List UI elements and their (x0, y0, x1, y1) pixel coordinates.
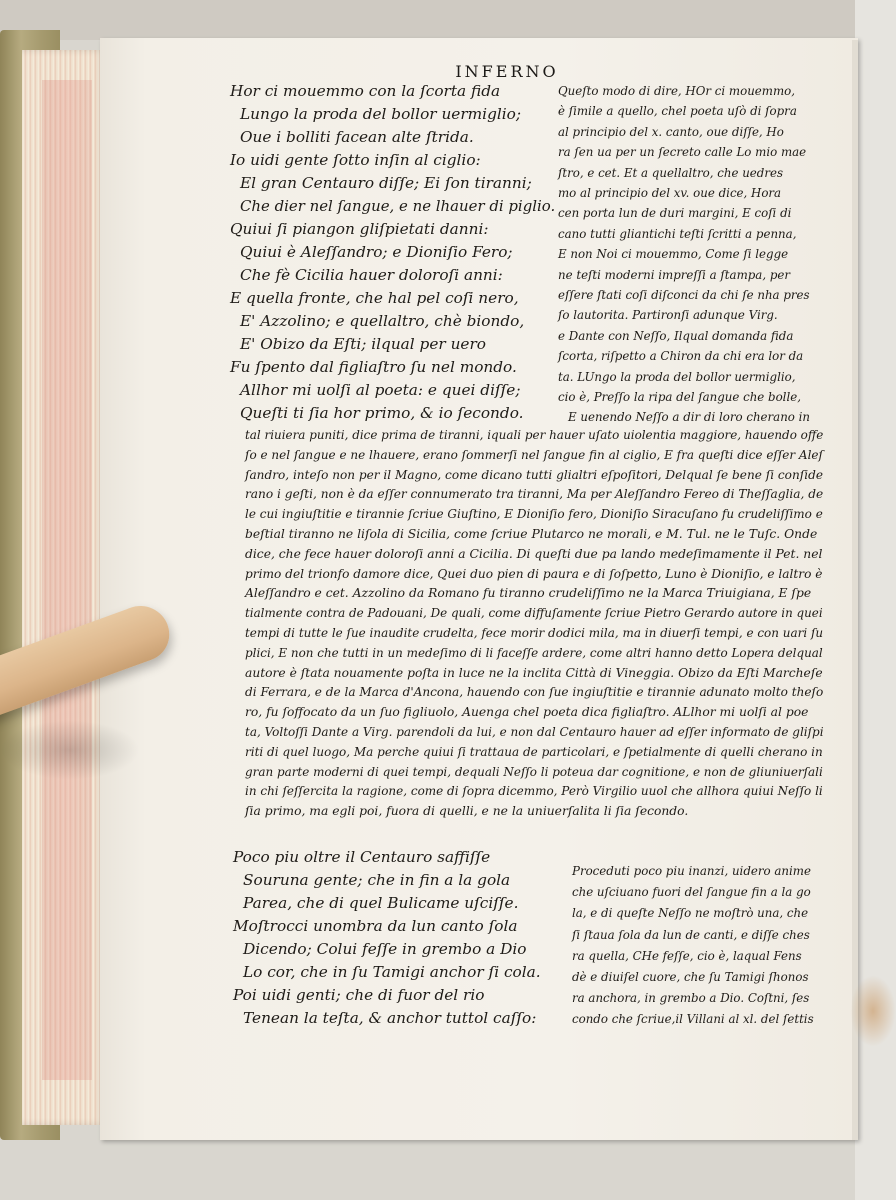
running-head: INFERNO (455, 62, 559, 81)
verse-line: Fu ſpento dal figliaſtro ſu nel mondo. (230, 358, 517, 376)
verse-line: Hor ci mouemmo con la ſcorta fida (230, 82, 501, 100)
commentary-line: cen porta lun de duri margini, E coſi di (558, 206, 792, 221)
verse-line: Quiui ſi piangon gliſpietati danni: (230, 220, 489, 238)
verse-line: E' Azzolino; e quellaltro, chè biondo, (240, 312, 525, 330)
page-stain (850, 975, 896, 1047)
commentary-line: cio è, Preſſo la ripa del ſangue che bolle, (558, 390, 801, 404)
commentary-line: eſſere ſtati coſi diſconci da chi ſe nha pres (558, 288, 810, 302)
verse-line: Poi uidi genti; che di fuor del rio (233, 986, 485, 1004)
commentary-line: ſo lautorita. Partironſi adunque Virg. (558, 308, 778, 323)
commentary-line: che uſciuano fuori del ſangue fin a la go (572, 885, 811, 900)
commentary-line: ta. LUngo la proda del bollor uermiglio, (558, 369, 796, 384)
commentary-line: ta, Voltoſſi Dante a Virg. parendoli da lui, e non dal Centauro hauer ad eſſer informato de gliſpi (245, 725, 824, 739)
commentary-line: plici, E non che tutti in un medeſimo di li faceſſe ardere, come altri hanno detto Lopera delqual (245, 645, 823, 660)
commentary-line: cano tutti gliantichi teſti ſcritti a penna, (558, 226, 797, 241)
verse-line: Queſti ti ſia hor primo, & io ſecondo. (240, 404, 524, 422)
commentary-line: E non Noi ci mouemmo, Come ſi legge (558, 247, 789, 262)
commentary-line: di Ferrara, e de la Marca d'Ancona, hauendo con ſue ingiuſtitie e tirannie adunato molto theſo (245, 685, 824, 700)
commentary-line: Aleſſandro e cet. Azzolino da Romano fu tiranno crudeliſſimo ne la Marca Triuigiana, E ſpe (245, 586, 812, 601)
commentary-line: Proceduti poco piu inanzi, uidero anime (572, 864, 811, 878)
verse-line: Poco piu oltre il Centauro saffiſſe (233, 848, 491, 866)
verse-line: Oue i bolliti facean alte ſtrida. (240, 128, 474, 146)
backdrop (0, 0, 896, 40)
commentary-line: ra quella, CHe feſſe, cio è, laqual Fens (572, 948, 802, 963)
commentary-line: primo del trionfo damore dice, Quei duo pien di paura e di ſoſpetto, Luno è Dioniſio, e laltro è (245, 566, 823, 581)
commentary-line: dice, che fece hauer doloroſi anni a Cicilia. Di queſti due pa lando medeſimamente il Pet. nel (245, 546, 823, 561)
commentary-line: al principio del x. canto, oue diſſe, Ho (558, 124, 784, 139)
commentary-line: la, e di queſte Neſſo ne moſtrò una, che (572, 906, 809, 921)
commentary-line: gran parte moderni di quei tempi, dequali Neſſo li poteua dar cognitione, e non de gliuniuerſali (245, 764, 823, 779)
verse-line: E quella fronte, che hal pel coſi nero, (230, 289, 519, 307)
page-stack-edge (22, 50, 107, 1125)
commentary-line: ſi ſtaua ſola da lun de canti, e diſſe ches (572, 927, 810, 942)
commentary-line: Queſto modo di dire, HOr ci mouemmo, (558, 84, 795, 98)
pointer-shadow (0, 720, 140, 780)
commentary-line: ſo e nel ſangue e ne lhauere, erano ſommerſi nel ſangue fin al ciglio, E fra queſti dice eſſer Aleſ (245, 447, 823, 462)
commentary-line: e Dante con Neſſo, Ilqual domanda fida (558, 328, 794, 343)
verse-line: Dicendo; Colui feſſe in grembo a Dio (243, 940, 527, 958)
commentary-line: rano i geſti, non è da eſſer connumerato tra tiranni, Ma per Aleſſandro Fereo di Theſſaglia, de (245, 487, 824, 502)
commentary-line: in chi ſeſſercita la ragione, come di ſopra dicemmo, Però Virgilio uuol che allhora quiui Neſſo li (245, 784, 823, 799)
verse-line: Parea, che di quel Bulicame uſciſſe. (243, 894, 519, 912)
commentary-line: tal riuiera puniti, dice prima de tiranni, iquali per hauer uſato uiolentia maggiore, hauendo offe (245, 428, 824, 442)
verse-line: Che fè Cicilia hauer doloroſi anni: (240, 266, 503, 284)
commentary-line: ſtro, e cet. Et a quellaltro, che uedres (558, 165, 783, 180)
commentary-line: tialmente contra de Padouani, De quali, come diffuſamente ſcriue Pietro Gerardo autore in quei (245, 606, 823, 621)
verse-line: Allhor mi uolſi al poeta: e quei diſſe; (240, 381, 521, 399)
commentary-line: tempi di tutte le ſue inaudite crudelta, fece morir dodici mila, ma in diuerſi tempi, e con uari ſu (245, 626, 824, 640)
commentary-line: ſcorta, riſpetto a Chiron da chi era lor da (558, 349, 804, 364)
verse-line: Tenean la teſta, & anchor tuttol caſſo: (243, 1009, 537, 1027)
verse-line: El gran Centauro diſſe; Ei ſon tiranni; (240, 174, 532, 192)
commentary-line: ſia primo, ma egli poi, fuora di quelli, e ne la uniuerſalita li ſia ſecondo. (245, 804, 689, 819)
commentary-line: ne teſti moderni impreſſi a ſtampa, per (558, 267, 791, 282)
verse-line: Lungo la proda del bollor uermiglio; (240, 105, 522, 123)
commentary-line: ſandro, inteſo non per il Magno, come dicano tutti glialtri eſpoſitori, Delqual ſe bene ſi conſide (245, 467, 823, 482)
verse-line: Io uidi gente ſotto inſin al ciglio: (230, 151, 481, 169)
commentary-line: ra anchora, in grembo a Dio. Coſtni, ſes (572, 991, 810, 1006)
verse-line: E' Obizo da Eſti; ilqual per uero (240, 335, 486, 353)
verse-line: Souruna gente; che in fin a la gola (243, 871, 511, 889)
verse-line: Che dier nel ſangue, e ne lhauer di piglio. (240, 197, 556, 215)
verse-line: Moſtrocci unombra da lun canto ſola (233, 917, 518, 935)
commentary-line: mo al principio del xv. oue dice, Hora (558, 186, 782, 200)
commentary-line: ra ſen ua per un ſecreto calle Lo mio mae (558, 145, 807, 160)
commentary-line: riti di quel luogo, Ma perche quiui ſi trattaua de particolari, e ſpetialmente di quelli cherano in (245, 744, 823, 759)
commentary-line: le cui ingiuſtitie e tirannie ſcriue Giuſtino, E Dioniſio fero, Dioniſio Siracuſano fu crudeliſſimo e (245, 507, 823, 522)
commentary-line: ro, fu ſoffocato da un ſuo figliuolo, Auenga chel poeta dica figliaſtro. ALlhor mi uolſi al poe (245, 705, 809, 720)
commentary-line: autore è ſtata nouamente poſta in luce ne la inclita Città di Vineggia. Obizo da Eſti Marcheſe (245, 665, 823, 680)
page-edge (852, 40, 858, 1140)
commentary-line: E uenendo Neſſo a dir di loro cherano in (568, 410, 811, 425)
commentary-line: condo che ſcriue,il Villani al xl. del ſettis (572, 1012, 814, 1027)
verse-line: Lo cor, che in ſu Tamigi anchor ſi cola. (243, 963, 541, 981)
commentary-line: è ſimile a quello, chel poeta uſò di ſopra (558, 104, 797, 119)
commentary-line: beſtial tiranno ne liſola di Sicilia, come ſcriue Plutarco ne morali, e M. Tul. ne le Tuſc. Onde (245, 527, 818, 541)
commentary-line: dè e diuiſel cuore, che ſu Tamigi ſhonos (572, 970, 809, 984)
verse-line: Quiui è Aleſſandro; e Dioniſio Fero; (240, 243, 513, 261)
